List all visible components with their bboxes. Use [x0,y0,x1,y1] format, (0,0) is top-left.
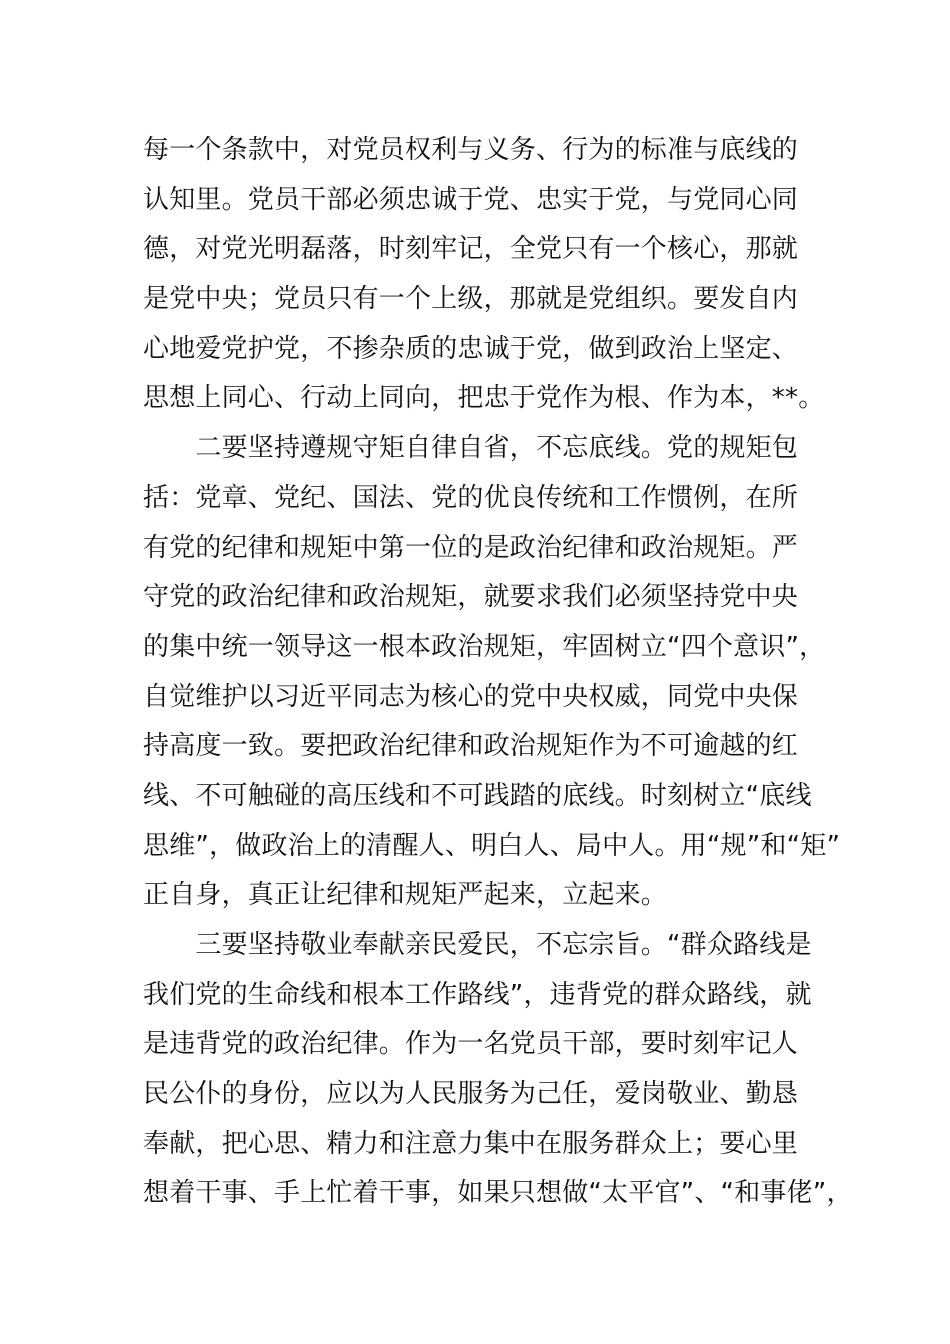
text-line: 是党中央；党员只有一个上级，那就是党组织。要发自内 [143,284,799,315]
text-line: 持高度一致。要把政治纪律和政治规矩作为不可逾越的红 [143,731,799,762]
text-line: 民公仆的身份，应以为人民服务为己任，爱岗敬业、勤恳 [143,1079,799,1110]
text-line: 我们党的生命线和根本工作路线”，违背党的群众路线，就 [143,979,812,1010]
text-line: 是违背党的政治纪律。作为一名党员干部，要时刻牢记人 [143,1029,799,1060]
text-line: 线、不可触碰的高压线和不可践踏的底线。时刻树立“底线 [143,780,812,811]
text-line: 括：党章、党纪、国法、党的优良传统和工作惯例，在所 [143,482,799,513]
text-line: 守党的政治纪律和政治规矩，就要求我们必须坚持党中央 [143,582,799,613]
text-line: 二要坚持遵规守矩自律自省，不忘底线。党的规矩包 [143,433,799,464]
text-line: 认知里。党员干部必须忠诚于党、忠实于党，与党同心同 [143,184,799,215]
text-line: 奉献，把心思、精力和注意力集中在服务群众上；要心里 [143,1128,799,1159]
body-text [143,126,853,1219]
text-line: 想着干事、手上忙着干事，如果只想做“太平官”、“和事佬”， [143,1178,853,1209]
text-line: 正自身，真正让纪律和规矩严起来，立起来。 [143,880,668,911]
text-line: 有党的纪律和规矩中第一位的是政治纪律和政治规矩。严 [143,532,799,563]
text-line: 心地爱党护党，不掺杂质的忠诚于党，做到政治上坚定、 [143,333,799,364]
text-line: 思维”，做政治上的清醒人、明白人、局中人。用“规”和“矩” [143,830,841,861]
text-line: 德，对党光明磊落，时刻牢记，全党只有一个核心，那就 [143,234,799,265]
text-line: 自觉维护以习近平同志为核心的党中央权威，同党中央保 [143,681,799,712]
text-line: 每一个条款中，对党员权利与义务、行为的标准与底线的 [143,135,799,165]
text-line: 思想上同心、行动上同向，把忠于党作为根、作为本，**。 [143,383,825,414]
text-line: 的集中统一领导这一根本政治规矩，牢固树立“四个意识”， [143,631,826,662]
text-line: 三要坚持敬业奉献亲民爱民，不忘宗旨。“群众路线是 [143,930,812,960]
